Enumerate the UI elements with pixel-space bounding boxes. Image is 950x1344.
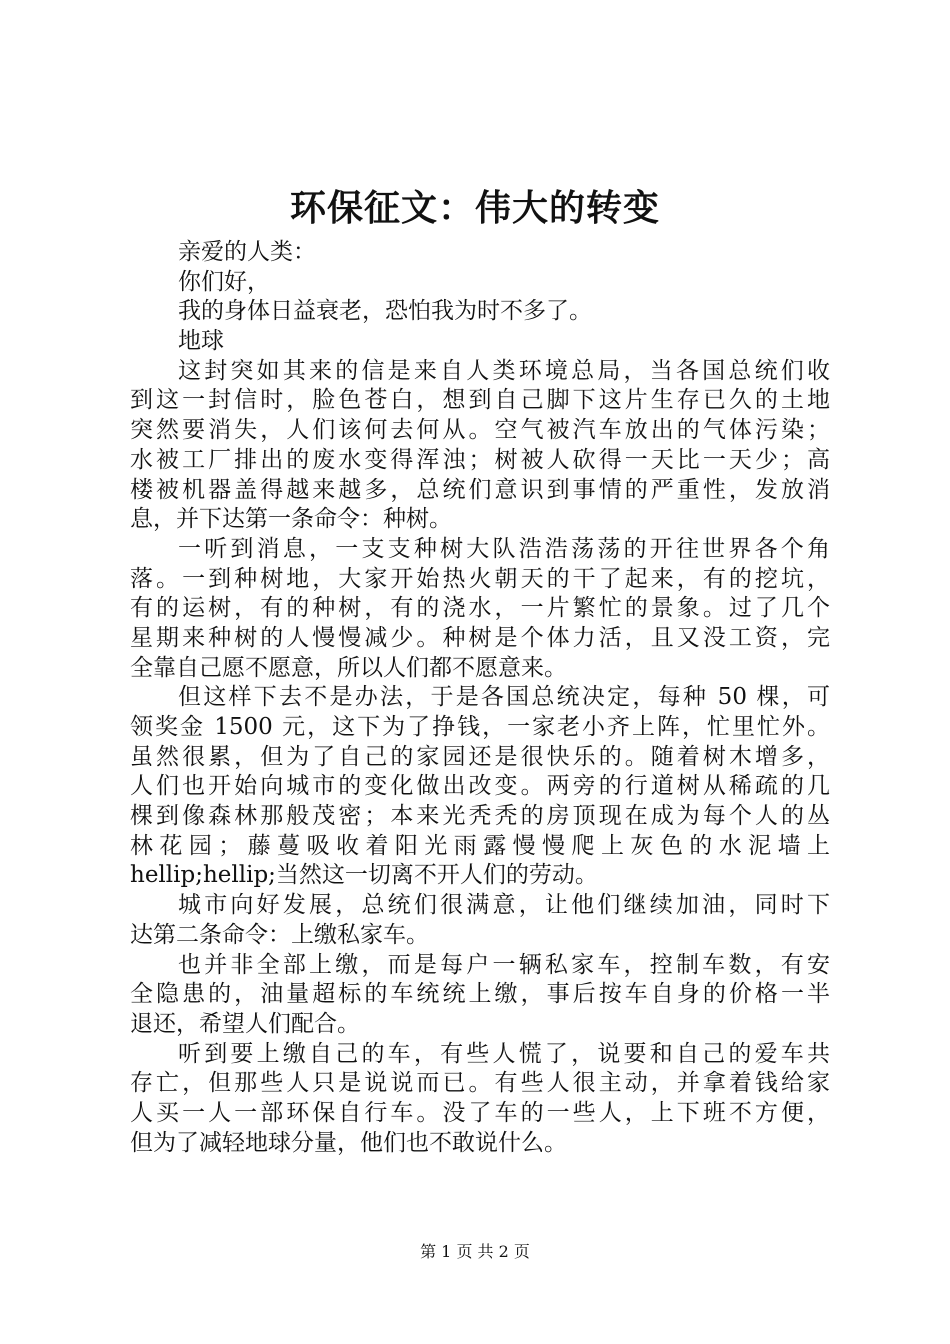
text-line: 虽然很累，但为了自己的家园还是很快乐的。随着树木增多，: [130, 743, 830, 770]
text-line: 人们也开始向城市的变化做出改变。两旁的行道树从稀疏的几: [130, 773, 830, 800]
text-line: 领奖金 1500 元，这下为了挣钱，一家老小齐上阵，忙里忙外。: [130, 714, 830, 740]
text-line: 有的运树，有的种树，有的浇水，一片繁忙的景象。过了几个: [130, 595, 830, 622]
text-line: 棵到像森林那般茂密；本来光秃秃的房顶现在成为每个人的丛: [130, 803, 830, 830]
text-line: 楼被机器盖得越来越多，总统们意识到事情的严重性，发放消: [130, 476, 830, 503]
text-line: 但为了减轻地球分量，他们也不敢说什么。: [130, 1129, 567, 1156]
text-line: 退还，希望人们配合。: [130, 1010, 360, 1037]
text-line: 听到要上缴自己的车，有些人慌了，说要和自己的爱车共: [178, 1040, 830, 1067]
page-title: 环保征文：伟大的转变: [289, 187, 660, 229]
text-line: 突然要消失，人们该何去何从。空气被汽车放出的气体污染；: [130, 417, 830, 444]
body-text: [130, 238, 830, 1158]
text-line: 全隐患的，油量超标的车统统上缴，事后按车自身的价格一半: [130, 981, 830, 1008]
text-line: 全靠自己愿不愿意，所以人们都不愿意来。: [130, 654, 567, 681]
text-line: 也并非全部上缴，而是每户一辆私家车，控制车数，有安: [178, 951, 830, 978]
text-line: 水被工厂排出的废水变得浑浊；树被人砍得一天比一天少；高: [130, 446, 830, 473]
text-line: 我的身体日益衰老，恐怕我为时不多了。: [178, 298, 592, 325]
text-line: 地球: [178, 328, 224, 355]
text-line: 亲爱的人类：: [178, 239, 316, 265]
page-footer: 第 1 页 共 2 页: [420, 1242, 530, 1261]
text-line: 林花园；藤蔓吸收着阳光雨露慢慢爬上灰色的水泥墙上: [130, 832, 830, 859]
text-line: 这封突如其来的信是来自人类环境总局，当各国总统们收: [178, 357, 830, 384]
text-line: 息，并下达第一条命令：种树。: [130, 506, 452, 533]
text-line: 你们好，: [178, 268, 270, 295]
text-line: 城市向好发展，总统们很满意，让他们继续加油，同时下: [178, 892, 830, 919]
text-line: 达第二条命令：上缴私家车。: [130, 921, 429, 948]
text-line: 到这一封信时，脸色苍白，想到自己脚下这片生存已久的土地: [130, 387, 830, 414]
text-line: 存亡，但那些人只是说说而已。有些人很主动，并拿着钱给家: [130, 1070, 830, 1097]
text-line: 一听到消息，一支支种树大队浩浩荡荡的开往世界各个角: [178, 535, 830, 562]
text-line: 落。一到种树地，大家开始热火朝天的干了起来，有的挖坑，: [130, 565, 830, 592]
text-line: 星期来种树的人慢慢减少。种树是个体力活，且又没工资，完: [130, 624, 830, 651]
text-line: 人买一人一部环保自行车。没了车的一些人，上下班不方便，: [130, 1099, 830, 1126]
text-line: 但这样下去不是办法，于是各国总统决定，每种 50 棵，可: [178, 684, 830, 711]
text-line: hellip;hellip;当然这一切离不开人们的劳动。: [130, 862, 598, 889]
